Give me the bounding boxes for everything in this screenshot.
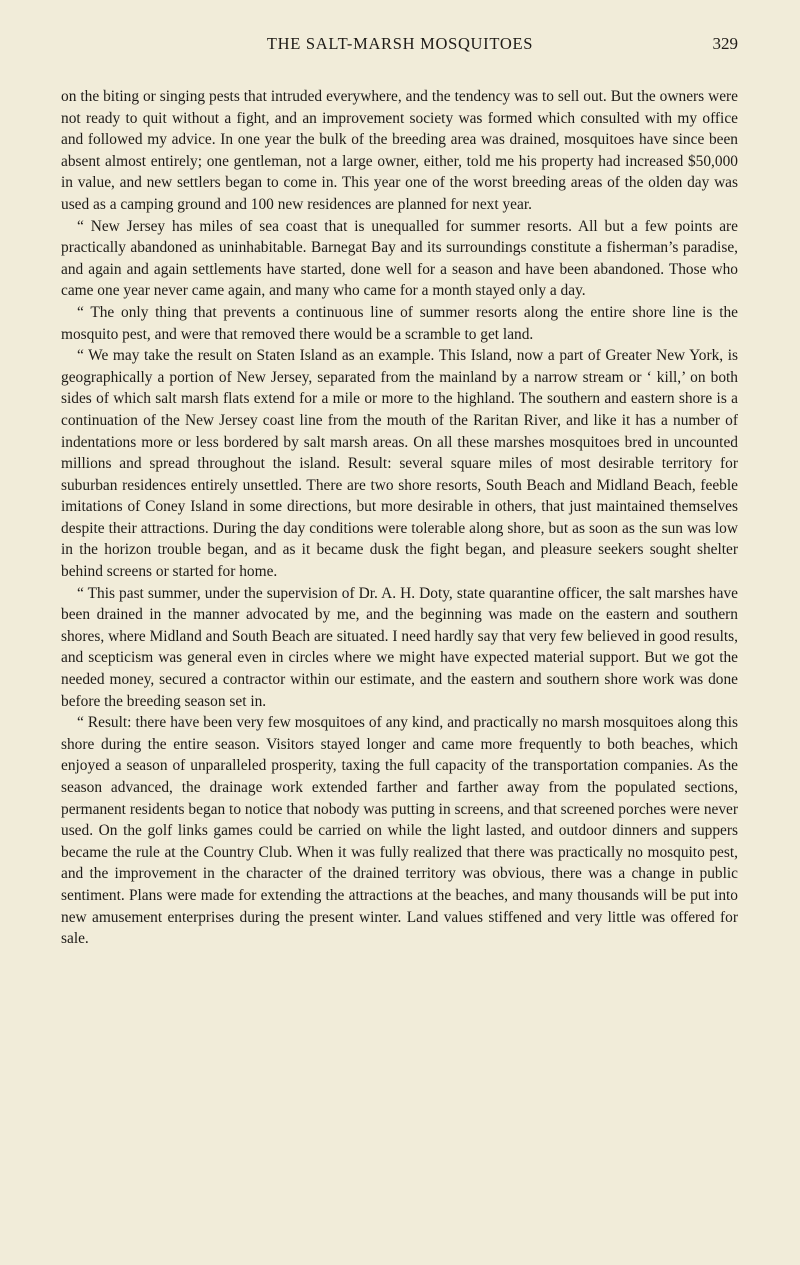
body-text [61, 86, 738, 950]
paragraph-continuation: on the biting or singing pests that intruded everywhere, and the tendency was to sell out. But the owners were not ready to quit without a fight, and an improvement society was formed which consulted with my office and followed my advice. In one year the bulk of the breeding area was drained, mosquitoes have since been absent almost entirely; one gentleman, not a large owner, either, told me his property had increased $50,000 in value, and new settlers began to come in. This year one of the worst breeding areas of the olden day was used as a camping ground and 100 new residences are planned for next year. [61, 88, 738, 213]
running-head [60, 34, 740, 58]
paragraph-result: “ Result: there have been very few mosquitoes of any kind, and practically no marsh mosquitoes along this shore during the entire season. Visitors stayed longer and came more frequently to both beaches, which enjoyed a season of unparalleled prosperity, taxing the full capacity of the transportation companies. As the season advanced, the drainage work extended farther and farther away from the populated sections, permanent residents began to notice that nobody was putting in screens, and that screened porches were never used. On the golf links games could be carried on while the light lasted, and outdoor dinners and suppers became the rule at the Country Club. When it was fully realized that there was practically no mosquito pest, and the improvement in the character of the drained territory was obvious, there was a change in public sentiment. Plans were made for extending the attractions at the beaches, and many thousands will be put into new amusement enterprises during the present winter. Land values stiffened and very little was offered for sale. [61, 714, 738, 948]
page-number: 329 [712, 34, 738, 53]
paragraph-drainage-work: “ This past summer, under the supervision of Dr. A. H. Doty, state quarantine officer, the salt marshes have been drained in the manner advocated by me, and the beginning was made on the eastern and southern shores, where Midland and South Beach are situated. I need hardly say that very few believed in good results, and scepticism was general even in circles where we might have expected material support. But we got the needed money, secured a contractor within our estimate, and the eastern and southern shore work was done before the breeding season set in. [61, 584, 738, 710]
running-title: THE SALT-MARSH MOSQUITOES [266, 34, 534, 53]
paragraph-summer-resorts: “ The only thing that prevents a continuous line of summer resorts along the entire shore line is the mosquito pest, and were that removed there would be a scramble to get land. [61, 303, 738, 343]
paragraph-new-jersey-coast: “ New Jersey has miles of sea coast that is unequalled for summer resorts. All but a few points are practically abandoned as uninhabitable. Barnegat Bay and its surroundings constitute a fisherman’s paradise, and again and again settlements have started, done well for a season and have been abandoned. Those who came one year never came again, and many who came for a month stayed only a day. [61, 217, 738, 300]
paragraph-staten-island: “ We may take the result on Staten Island as an example. This Island, now a part of Greater New York, is geographically a portion of New Jersey, separated from the mainland by a narrow stream or ‘ kill,’ on both sides of which salt marsh flats extend for a mile or more to the highland. The southern and eastern shore is a continuation of the New Jersey coast line from the mouth of the Raritan River, and like it has a number of indentations more or less bordered by salt marsh areas. On all these marshes mosquitoes bred in uncounted millions and spread throughout the island. Result: several square miles of most desirable territory for suburban residences entirely unsettled. There are two shore resorts, South Beach and Midland Beach, feeble imitations of Coney Island in some directions, but more desirable in others, that just maintained themselves despite their attractions. During the day conditions were tolerable along shore, but as soon as the sun was low in the horizon trouble began, and as it became dusk the fight began, and pleasure seekers sought shelter behind screens or started for home. [61, 347, 738, 581]
